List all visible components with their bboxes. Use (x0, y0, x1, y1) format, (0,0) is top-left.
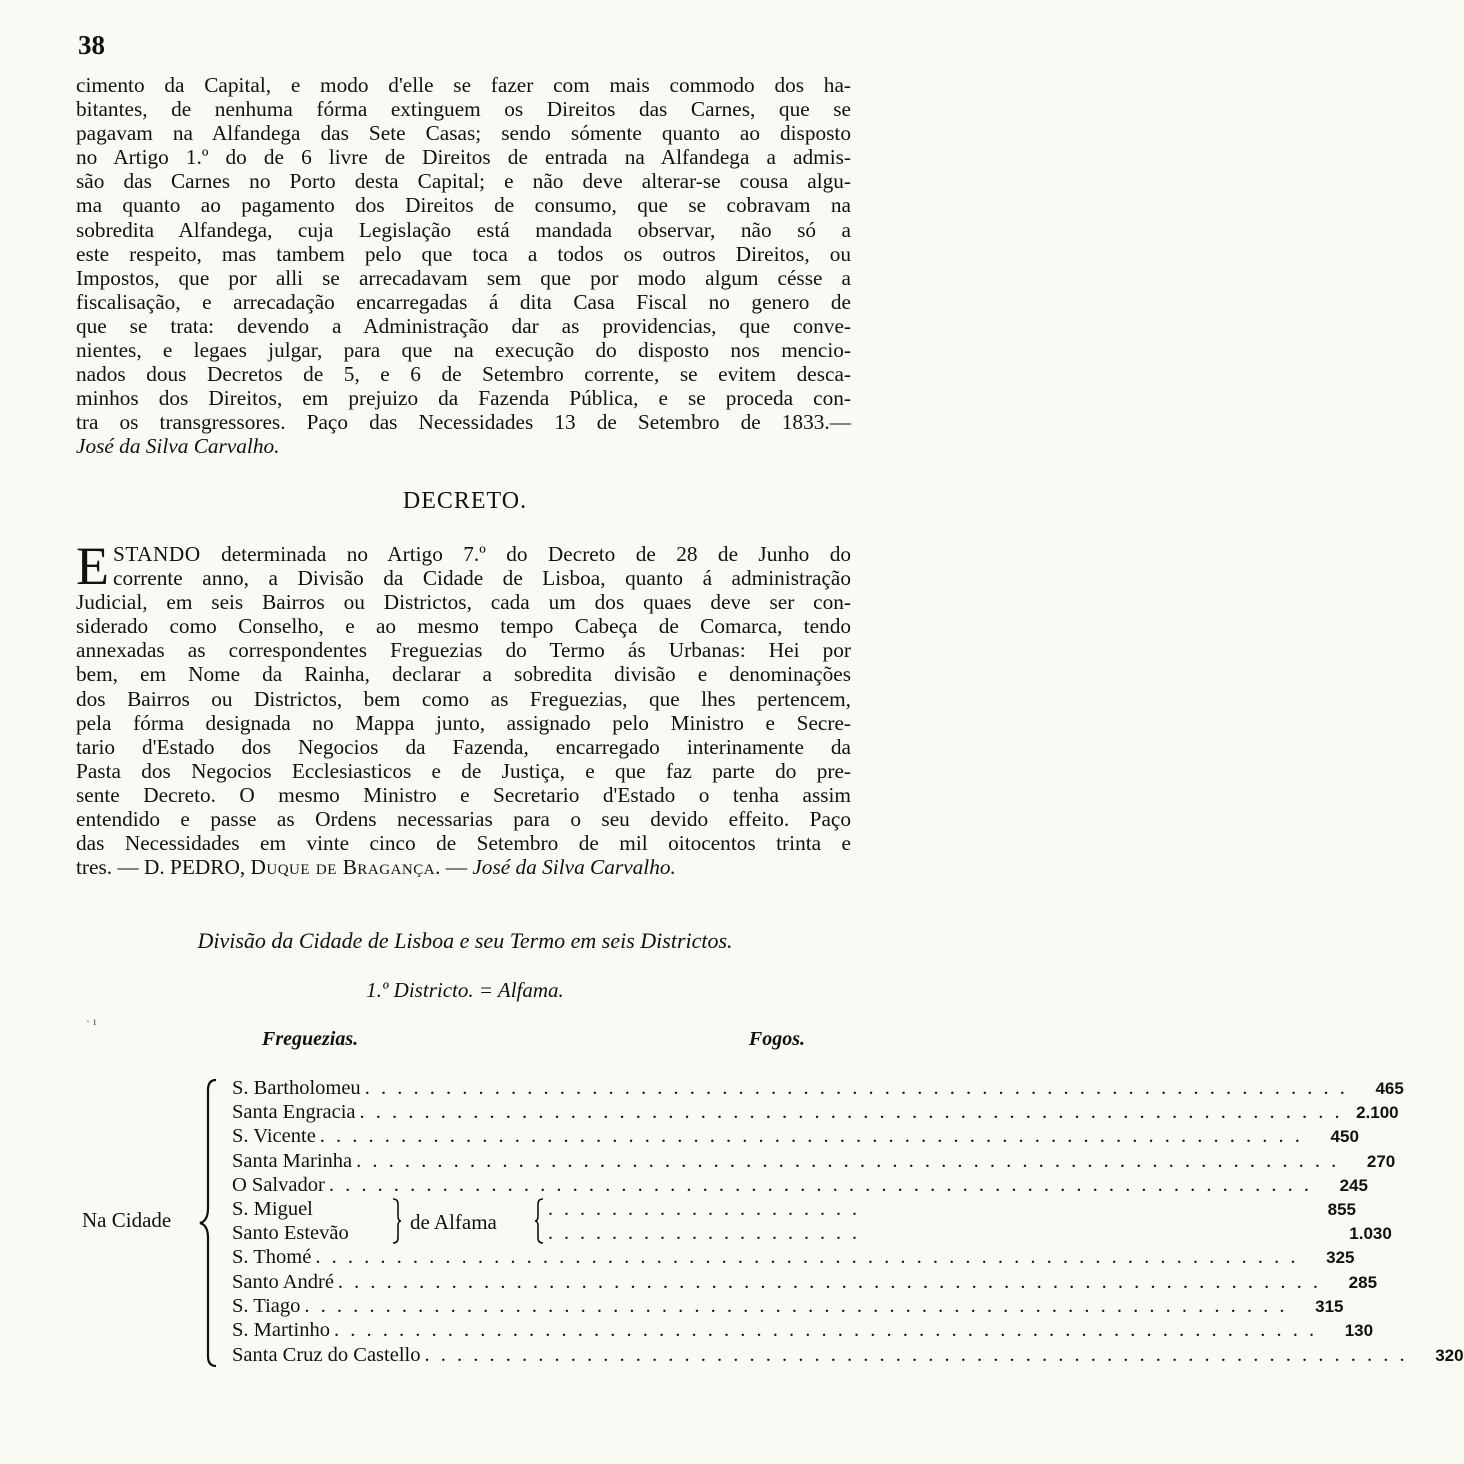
leader-dots (365, 1076, 1348, 1100)
drop-cap: E (76, 536, 109, 596)
text-line: tario d'Estado dos Negocios da Fazenda, encarregado interinamente da (76, 734, 851, 759)
text-line: nados dous Decretos de 5, e 6 de Setembro corrente, se evitem desca- (76, 362, 851, 387)
text-line: este respeito, mas tambem pelo que toca a todos os outros Direitos, ou (76, 241, 851, 266)
text-line: Impostos, que por alli se arrecadavam sem que por modo algum césse a (76, 265, 851, 290)
table-title: Divisão da Cidade de Lisboa e seu Termo em seis Districtos. (197, 928, 733, 953)
text-line: Pasta dos Negocios Ecclesiasticos e de Justiça, e que faz parte do pre- (76, 758, 851, 783)
fogos-value: 450 (1330, 1127, 1359, 1146)
text-line: dos Bairros ou Districtos, bem como as Freguezias, que lhes pertencem, (76, 686, 851, 711)
text-line: pela fórma designada no Mappa junto, assignado pelo Ministro e Secre- (76, 710, 851, 735)
table-row (232, 1318, 1374, 1342)
text-line (76, 542, 851, 566)
fogos-value: 285 (1348, 1273, 1378, 1292)
leader-dots (334, 1318, 1317, 1342)
leader-dots (356, 1149, 1339, 1173)
text-line: bitantes, de nenhuma fórma extinguem os Direitos das Carnes, que se (76, 97, 851, 122)
text-line: annexadas as correspondentes Freguezias do Termo ás Urbanas: Hei por (76, 638, 851, 663)
leader-dots (320, 1124, 1303, 1148)
closing-signature: José da Silva Carvalho. (472, 855, 676, 880)
table-row (232, 1100, 1399, 1124)
decree-heading: DECRETO. (402, 488, 528, 514)
text-line: minhos dos Direitos, em prejuizo da Fazenda Pública, e se proceda con- (76, 386, 851, 411)
freguezia-name: S. Tiago (232, 1295, 301, 1317)
left-brace-icon (198, 1078, 218, 1368)
freguezia-name: S. Vicente (232, 1125, 316, 1147)
text-line: siderado como Conselho, e ao mesmo tempo Cabeça de Comarca, tendo (76, 614, 851, 639)
freguezia-name: Santo André (232, 1271, 334, 1293)
district-title: 1.º Districto. = Alfama. (366, 978, 564, 1002)
fogos-value: 270 (1366, 1152, 1396, 1171)
text-line: bem, em Nome da Rainha, declarar a sobredita divisão e denominações (76, 662, 851, 687)
table-row (232, 1245, 1355, 1269)
table-row (232, 1076, 1404, 1100)
fogos-value: 2.100 (1356, 1103, 1399, 1122)
decree-text (76, 536, 851, 880)
closing-title: Duque de Bragança (250, 855, 436, 880)
column-header-freguezias: Freguezias. (262, 1028, 359, 1050)
table-row (232, 1343, 1464, 1367)
table-row (232, 1173, 1368, 1197)
fogos-value: 315 (1315, 1297, 1344, 1316)
text-line: sente Decreto. O mesmo Ministro e Secretario d'Estado o tenha assim (76, 782, 851, 807)
text-line: Judicial, em seis Bairros ou Districtos, cada um dos quaes deve ser con- (76, 590, 851, 615)
freguezia-name: S. Thomé (232, 1246, 312, 1268)
previous-decree-text (76, 73, 851, 459)
fogos-value: 130 (1344, 1321, 1374, 1340)
leader-dots (329, 1173, 1312, 1197)
freguezia-name: O Salvador (232, 1174, 325, 1196)
fogos-value: 320 (1435, 1346, 1464, 1365)
leader-dots (304, 1294, 1287, 1318)
closing-dash: . — (435, 855, 473, 880)
page-speck: · ı (86, 1014, 97, 1028)
text-line: das Necessidades em vinte cinco de Setembro de mil oitocentos trinta e (76, 831, 851, 856)
table-row (232, 1124, 1359, 1148)
text-fragment: determinada no Artigo 7.º do Decreto de 28 de Junho do (200, 542, 851, 566)
leader-dots (360, 1100, 1343, 1124)
text-line: no Artigo 1.º do de 6 livre de Direitos de entrada na Alfandega a admis- (76, 145, 851, 170)
freguezia-name: S. Miguel (232, 1198, 313, 1220)
column-header-fogos: Fogos. (748, 1028, 805, 1050)
text-line: fiscalisação, e arrecadação encarregadas á dita Casa Fiscal no genero de (76, 289, 851, 314)
freguezia-name: S. Martinho (232, 1319, 330, 1341)
text-line: que se trata: devendo a Administração dar as providencias, que conve- (76, 313, 851, 338)
table-row (232, 1294, 1344, 1318)
text-line: nientes, e legaes julgar, para que na execução do disposto nos mencio- (76, 338, 851, 363)
text-line: são das Carnes no Porto desta Capital; e não deve alterar-se cousa algu- (76, 169, 851, 194)
text-line: ma quanto ao pagamento dos Direitos de consumo, que se cobravam na (76, 193, 851, 218)
freguezia-name: Santa Engracia (232, 1101, 356, 1123)
freguezia-name: Santo Estevão (232, 1222, 349, 1244)
leader-dots (338, 1270, 1321, 1294)
alfama-label: de Alfama (410, 1210, 497, 1234)
freguezia-name: S. Bartholomeu (232, 1077, 361, 1099)
fogos-value: 855 (1327, 1200, 1356, 1219)
leader-dots (315, 1245, 1298, 1269)
table-row (232, 1149, 1396, 1173)
fogos-value: 325 (1326, 1248, 1355, 1267)
leader-dots (424, 1343, 1407, 1367)
fogos-value: 245 (1339, 1176, 1368, 1195)
fogos-value: 465 (1375, 1079, 1404, 1098)
text-line: cimento da Capital, e modo d'elle se fazer com mais commodo dos ha- (76, 73, 851, 97)
freguezia-name: Santa Marinha (232, 1150, 353, 1172)
text-line: entendido e passe as Ordens necessarias para o seu devido effeito. Paço (76, 807, 851, 832)
first-word: STANDO (113, 542, 201, 566)
text-line: tra os transgressores. Paço das Necessidades 13 de Setembro de 1833.— (76, 410, 851, 435)
text-line: corrente anno, a Divisão da Cidade de Lisboa, quanto á administração (113, 566, 851, 591)
page-number: 38 (78, 30, 105, 60)
table-row (232, 1270, 1378, 1294)
fogos-value: 1.030 (1349, 1224, 1392, 1243)
signature: José da Silva Carvalho. (76, 434, 280, 459)
text-line: sobredita Alfandega, cuja Legislação está mandada observar, não só a (76, 217, 851, 242)
grouped-leader-dots: . . . . . . . . . . . . . . . . . . . . . . . . . . . . . . . . . . . . . . . . (548, 1198, 860, 1244)
text-line: pagavam na Alfandega das Sete Casas; sendo sómente quanto ao disposto (76, 121, 851, 146)
city-label: Na Cidade (82, 1208, 172, 1232)
closing-line (76, 855, 851, 879)
closing-prefix: tres. — D. PEDRO, (76, 855, 251, 880)
freguezia-name: Santa Cruz do Castello (232, 1344, 421, 1366)
